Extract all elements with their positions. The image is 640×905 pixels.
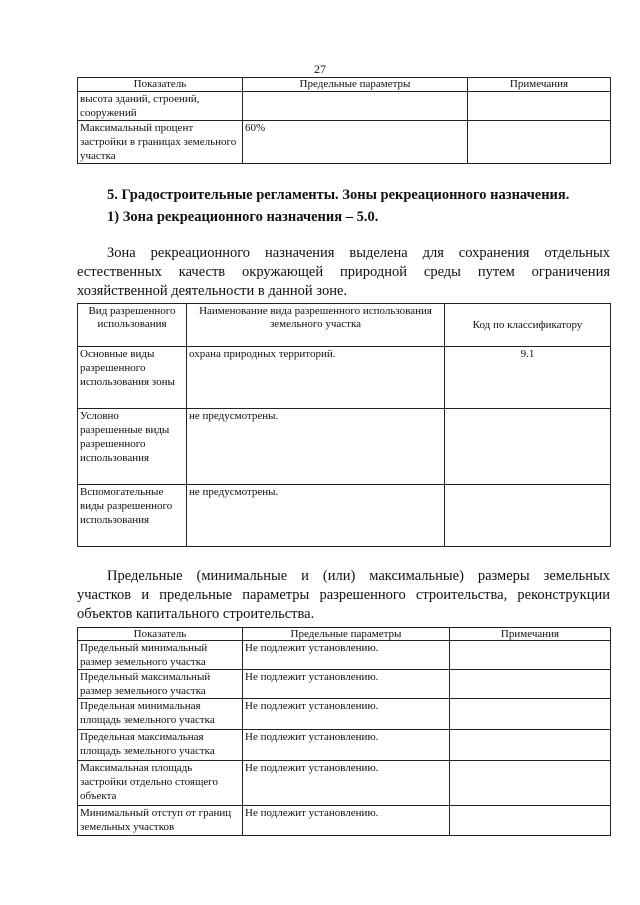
section-heading: 5. Градостроительные регламенты. Зоны рекреационного назначения.	[107, 187, 570, 203]
param-cell: Не подлежит установлению.	[243, 730, 450, 761]
subsection-heading: 1) Зона рекреационного назначения – 5.0.	[107, 209, 379, 225]
column-header: Примечания	[468, 78, 611, 92]
column-header: Показатель	[78, 78, 243, 92]
param-cell	[243, 92, 468, 121]
column-header: Примечания	[450, 628, 611, 641]
param-cell: 60%	[243, 121, 468, 164]
note-cell	[450, 641, 611, 670]
use-name-cell: не предусмотрены.	[187, 485, 445, 547]
permitted-use-table	[77, 303, 611, 547]
use-kind-cell: Вспомогательные виды разрешенного использования	[78, 485, 187, 547]
code-cell: 9.1	[445, 347, 611, 409]
column-header: Предельные параметры	[243, 78, 468, 92]
column-header: Вид разрешенного использования	[78, 304, 187, 347]
param-cell: Не подлежит установлению.	[243, 699, 450, 730]
column-header: Наименование вида разрешенного использования земельного участка	[187, 304, 445, 347]
indicator-cell: высота зданий, строений, сооружений	[78, 92, 243, 121]
limit-parameters-table	[77, 627, 611, 836]
paragraph-line: участков и предельные параметры разрешенного строительства, реконструкции	[77, 587, 610, 603]
note-cell	[468, 92, 611, 121]
table-row	[78, 347, 611, 409]
column-header: Предельные параметры	[243, 628, 450, 641]
param-cell: Не подлежит установлению.	[243, 806, 450, 836]
table-row	[78, 730, 611, 761]
paragraph-line: хозяйственной деятельности в данной зоне.	[77, 283, 348, 299]
column-header: Показатель	[78, 628, 243, 641]
parameters-table-continued	[77, 77, 611, 164]
paragraph-line: Зона рекреационного назначения выделена для сохранения отдельных	[107, 245, 610, 261]
note-cell	[468, 121, 611, 164]
note-cell	[450, 761, 611, 806]
note-cell	[450, 730, 611, 761]
table-header-row	[78, 78, 611, 92]
table-row	[78, 121, 611, 164]
page-number: 27	[314, 62, 326, 76]
limits-paragraph	[77, 567, 610, 624]
table-row	[78, 670, 611, 699]
intro-paragraph	[77, 244, 610, 301]
indicator-cell: Максимальный процент застройки в границах земельного участка	[78, 121, 243, 164]
table-row	[78, 485, 611, 547]
column-header: Код по классификатору	[445, 304, 611, 347]
code-cell	[445, 409, 611, 485]
table-row	[78, 409, 611, 485]
table-header-row	[78, 628, 611, 641]
table-row	[78, 699, 611, 730]
note-cell	[450, 670, 611, 699]
paragraph-line: объектов капитального строительства.	[77, 606, 315, 622]
param-cell: Не подлежит установлению.	[243, 761, 450, 806]
paragraph-line: естественных качеств окружающей природной среды путем ограничения	[77, 264, 610, 280]
use-name-cell: не предусмотрены.	[187, 409, 445, 485]
indicator-cell: Предельный максимальный размер земельного участка	[78, 670, 243, 699]
table-row	[78, 806, 611, 836]
param-cell: Не подлежит установлению.	[243, 670, 450, 699]
paragraph-line: Предельные (минимальные и (или) максимальные) размеры земельных	[107, 568, 610, 584]
table-header-row	[78, 304, 611, 347]
note-cell	[450, 699, 611, 730]
use-kind-cell: Основные виды разрешенного использования зоны	[78, 347, 187, 409]
indicator-cell: Минимальный отступ от границ земельных участков	[78, 806, 243, 836]
indicator-cell: Максимальная площадь застройки отдельно стоящего объекта	[78, 761, 243, 806]
use-name-cell: охрана природных территорий.	[187, 347, 445, 409]
use-kind-cell: Условно разрешенные виды разрешенного использования	[78, 409, 187, 485]
param-cell: Не подлежит установлению.	[243, 641, 450, 670]
code-cell	[445, 485, 611, 547]
table-row	[78, 761, 611, 806]
table-row	[78, 92, 611, 121]
indicator-cell: Предельная максимальная площадь земельного участка	[78, 730, 243, 761]
note-cell	[450, 806, 611, 836]
indicator-cell: Предельная минимальная площадь земельного участка	[78, 699, 243, 730]
table-row	[78, 641, 611, 670]
indicator-cell: Предельный минимальный размер земельного участка	[78, 641, 243, 670]
